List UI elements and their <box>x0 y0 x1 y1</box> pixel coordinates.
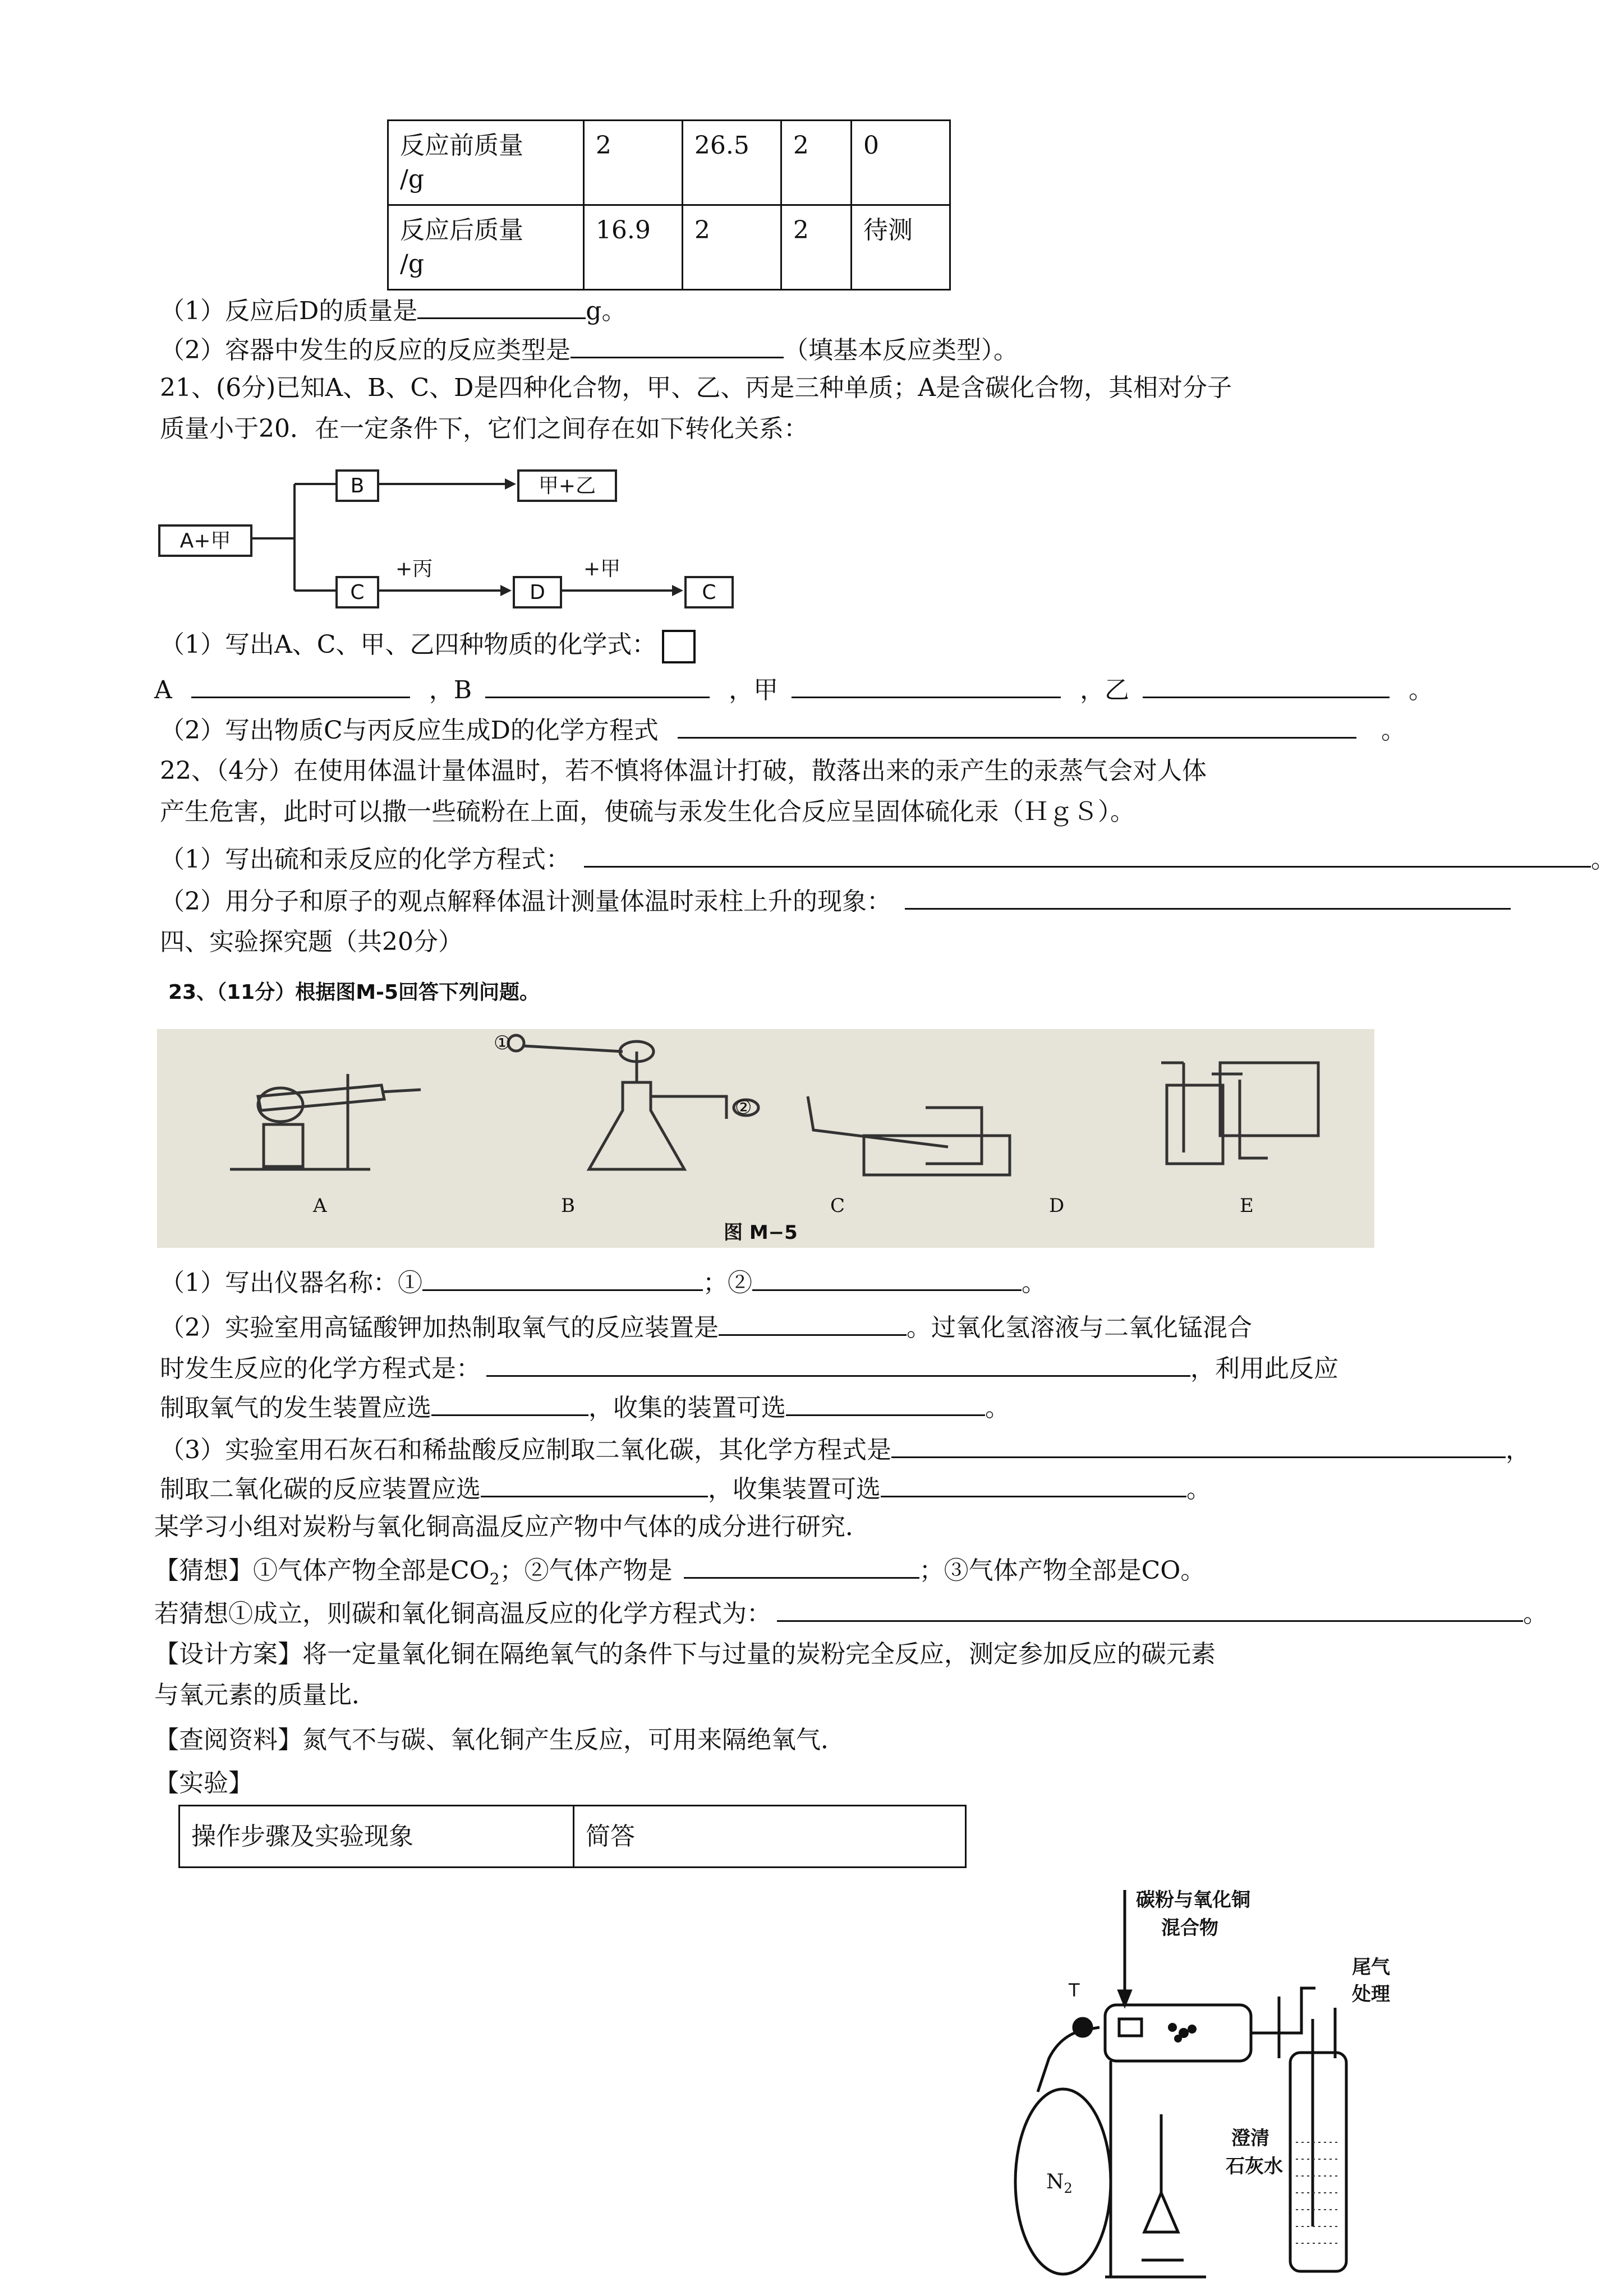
q22-stem-line2: 产生危害，此时可以撒一些硫粉在上面，使硫与汞发生化合反应呈固体硫化汞（ＨｇＳ）。 <box>160 797 1135 826</box>
arrow-head <box>500 585 512 596</box>
table-cell <box>388 205 584 290</box>
q20-sub2 <box>160 332 1018 367</box>
conversion-diagram <box>157 463 740 614</box>
answer-blank[interactable] <box>786 1390 985 1416</box>
answer-blank-b[interactable] <box>485 672 710 698</box>
q23-sub2-line3 <box>160 1390 1010 1425</box>
label-d: D <box>1049 1195 1065 1217</box>
q20-sub1 <box>160 293 626 328</box>
answer-blank[interactable] <box>481 1471 708 1497</box>
experiment-table <box>178 1805 967 1868</box>
table-cell <box>388 121 584 205</box>
research-intro: 某学习小组对炭粉与氧化铜高温反应产物中气体的成分进行研究． <box>154 1513 870 1541</box>
period: 。 <box>1186 1475 1211 1504</box>
q21-sub1 <box>160 628 696 663</box>
apparatus-lines <box>1010 1890 1402 2283</box>
q23-sub2-line2 <box>160 1350 1338 1386</box>
guess-text: 【猜想】①气体产物全部是CO <box>154 1556 490 1585</box>
answer-blank-jia[interactable] <box>792 672 1061 698</box>
answer-blank[interactable] <box>719 1310 907 1336</box>
table-cell: 0 <box>851 121 950 205</box>
table-header: 简答 <box>574 1806 966 1868</box>
table-cell: 2 <box>583 121 682 205</box>
q22-sub1 <box>160 841 1616 877</box>
label-c: C <box>830 1195 845 1217</box>
answer-blank-1[interactable] <box>422 1265 703 1291</box>
q20-sub2-hint: （填基本反应类型）。 <box>784 336 1018 365</box>
q21-sub2 <box>160 712 1406 748</box>
table-row <box>388 205 950 290</box>
node-start: A+甲 <box>158 524 252 557</box>
label-tail-line1: 尾气 <box>1352 1956 1390 1979</box>
node-top-end: 甲+乙 <box>517 469 617 502</box>
arrow-head <box>672 585 683 596</box>
guess-end: ；③气体产物全部是CO。 <box>919 1556 1206 1585</box>
label-a: A <box>313 1195 327 1217</box>
arrow1-label: +丙 <box>395 557 433 580</box>
table-cell: 2 <box>781 121 851 205</box>
q22-sub2-text: （2）用分子和原子的观点解释体温计测量体温时汞柱上升的现象： <box>160 887 891 916</box>
answer-box[interactable] <box>662 630 696 663</box>
period: 。 <box>1523 1599 1548 1628</box>
label-e: E <box>1240 1195 1254 1217</box>
period: 。 <box>1022 1269 1046 1297</box>
period: 。 <box>1409 676 1434 704</box>
q23-stem: 23、（11分）根据图M-5回答下列问题。 <box>168 981 540 1004</box>
marker-2: ② <box>735 1096 752 1119</box>
table-cell: 待测 <box>851 205 950 290</box>
answer-blank[interactable] <box>417 293 586 319</box>
q23-sub2-line3-mid: ，收集的装置可选 <box>588 1394 786 1422</box>
q23-sub3-line2-mid: ，收集装置可选 <box>708 1475 881 1504</box>
label-b: ，B <box>429 676 472 704</box>
q21-answers <box>154 672 1433 707</box>
row-label: 反应后质量 <box>400 216 523 245</box>
node-d: D <box>513 576 562 608</box>
guess-line <box>154 1552 1205 1596</box>
mass-table <box>387 119 951 291</box>
answer-blank[interactable] <box>881 1471 1186 1497</box>
label-mixture-line1: 碳粉与氧化铜 <box>1136 1889 1250 1911</box>
table-row <box>388 121 950 205</box>
q23-sub3-line2-text: 制取二氧化碳的反应装置应选 <box>160 1475 481 1504</box>
design-line2: 与氧元素的质量比． <box>154 1681 376 1709</box>
subscript: 2 <box>1064 2180 1073 2197</box>
period: 。 <box>985 1394 1010 1422</box>
table-header: 操作步骤及实验现象 <box>180 1806 574 1868</box>
node-b: B <box>335 469 379 502</box>
gas-symbol: N <box>1046 2170 1064 2193</box>
q22-sub1-text: （1）写出硫和汞反应的化学方程式： <box>160 845 571 874</box>
period: 。 <box>1381 716 1406 745</box>
label-limewater-line1: 澄清 <box>1231 2127 1269 2150</box>
table-row <box>180 1806 966 1868</box>
apparatus-drawing <box>157 1029 1374 1248</box>
q23-sub2-line2-text: 时发生反应的化学方程式是： <box>160 1354 481 1383</box>
label-limewater-line2: 石灰水 <box>1226 2155 1283 2178</box>
answer-blank[interactable] <box>431 1390 588 1416</box>
label-clamp: T <box>1069 1980 1080 2001</box>
design-line1: 【设计方案】将一定量氧化铜在隔绝氧气的条件下与过量的炭粉完全反应，测定参加反应的碳元素 <box>154 1640 1216 1668</box>
q23-sub2-line2-suffix: ，利用此反应 <box>1190 1354 1338 1383</box>
row-label: 反应前质量 <box>400 131 523 160</box>
q23-sub2-text: （2）实验室用高锰酸钾加热制取氧气的反应装置是 <box>160 1313 719 1342</box>
answer-blank[interactable] <box>891 1432 1506 1458</box>
q22-stem-line1: 22、（4分）在使用体温计量体温时，若不慎将体温计打破，散落出来的汞产生的汞蒸气会对人体 <box>160 757 1207 785</box>
label-a: A <box>154 676 172 704</box>
answer-blank[interactable] <box>486 1350 1190 1377</box>
q23-sub3-line1 <box>160 1432 1530 1467</box>
q23-sub1 <box>160 1265 1046 1300</box>
if-line <box>154 1596 1548 1631</box>
figure-caption: 图 M−5 <box>724 1221 798 1244</box>
period: 。 <box>1591 845 1616 874</box>
q23-sub1-mid: ；② <box>703 1269 752 1297</box>
q22-sub2 <box>160 883 1511 919</box>
if-text: 若猜想①成立，则碳和氧化铜高温反应的化学方程式为： <box>154 1599 771 1628</box>
arrow2-label: +甲 <box>583 557 621 580</box>
comma: ， <box>1506 1436 1530 1464</box>
marker-1: ① <box>494 1032 511 1054</box>
q20-sub2-text: （2）容器中发生的反应的反应类型是 <box>160 336 571 365</box>
experiment-heading: 【实验】 <box>154 1769 253 1797</box>
q23-sub3-text: （3）实验室用石灰石和稀盐酸反应制取二氧化碳，其化学方程式是 <box>160 1436 891 1464</box>
q21-sub1-text: （1）写出A、C、甲、乙四种物质的化学式： <box>160 630 657 659</box>
table-cell: 16.9 <box>583 205 682 290</box>
q21-sub2-text: （2）写出物质C与丙反应生成D的化学方程式 <box>160 716 659 745</box>
answer-blank[interactable] <box>571 332 784 358</box>
answer-blank[interactable] <box>678 712 1356 739</box>
q23-sub2-line3-text: 制取氧气的发生装置应选 <box>160 1394 431 1422</box>
answer-blank-a[interactable] <box>191 672 410 698</box>
row-unit: /g <box>400 250 424 278</box>
label-nitrogen <box>1046 2170 1073 2196</box>
q23-sub2-line1 <box>160 1310 1252 1345</box>
label-yi: ，乙 <box>1080 676 1130 704</box>
section-title: 四、实验探究题（共20分） <box>160 928 463 956</box>
q20-sub1-unit: g。 <box>586 297 627 325</box>
table-cell: 2 <box>781 205 851 290</box>
node-c-end: C <box>684 576 734 608</box>
row-unit: /g <box>400 165 424 193</box>
table-cell: 2 <box>682 205 781 290</box>
answer-blank[interactable] <box>777 1596 1523 1622</box>
label-b: B <box>561 1195 575 1217</box>
label-jia: ，甲 <box>729 676 779 704</box>
q23-sub2-suffix: 。过氧化氢溶液与二氧化锰混合 <box>907 1313 1252 1342</box>
answer-blank-2[interactable] <box>752 1265 1022 1291</box>
answer-blank-yi[interactable] <box>1143 672 1390 698</box>
reaction-apparatus <box>1010 1890 1402 2283</box>
table-cell: 26.5 <box>682 121 781 205</box>
answer-blank[interactable] <box>684 1552 919 1579</box>
data-line: 【查阅资料】氮气不与碳、氧化铜产生反应，可用来隔绝氧气． <box>154 1726 845 1754</box>
label-tail-line2: 处理 <box>1352 1983 1390 2005</box>
q23-sub3-line2 <box>160 1471 1211 1506</box>
apparatus-figure-m5 <box>157 1029 1374 1248</box>
answer-blank[interactable] <box>905 883 1511 910</box>
subscript: 2 <box>489 1569 500 1588</box>
arrow-head <box>505 478 516 490</box>
answer-blank[interactable] <box>584 841 1591 868</box>
q20-sub1-text: （1）反应后D的质量是 <box>160 297 418 325</box>
node-c: C <box>335 576 379 608</box>
q21-stem-line2: 质量小于20．在一定条件下，它们之间存在如下转化关系： <box>160 414 808 443</box>
q23-sub1-text: （1）写出仪器名称：① <box>160 1269 422 1297</box>
label-mixture-line2: 混合物 <box>1161 1917 1218 1939</box>
guess-mid: ；②气体产物是 <box>499 1556 673 1585</box>
q21-stem-line1: 21、(6分)已知A、B、C、D是四种化合物，甲、乙、丙是三种单质；A是含碳化合物，其相对分子 <box>160 374 1232 402</box>
